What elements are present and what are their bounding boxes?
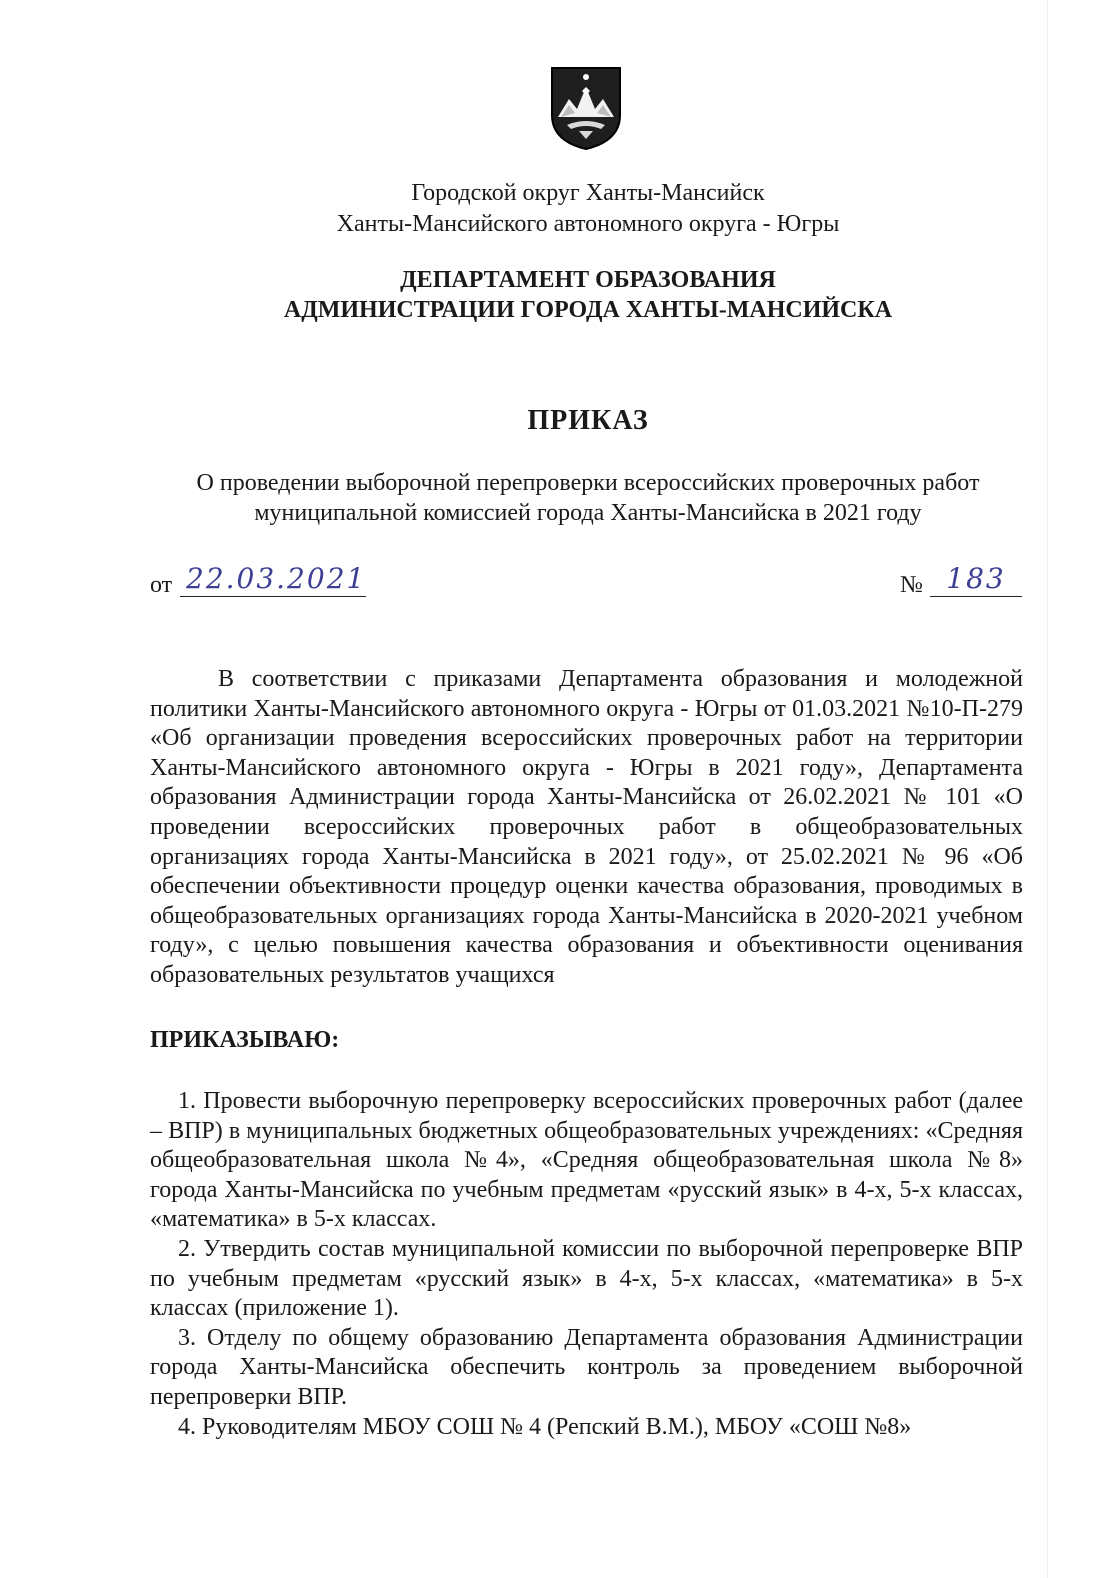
coat-of-arms-emblem-icon <box>549 65 623 151</box>
date-value-handwritten: 22.03.2021 <box>180 562 366 597</box>
municipality-line-1: Городской округ Ханты-Мансийск <box>411 180 765 206</box>
subject-line-1: О проведении выборочной перепроверки всероссийских проверочных работ <box>196 470 980 496</box>
order-item-4: 4. Руководителям МБОУ СОШ № 4 (Репский В.М.), МБОУ «СОШ №8» <box>178 1413 912 1440</box>
department-line-1: ДЕПАРТАМЕНТ ОБРАЗОВАНИЯ <box>400 267 776 293</box>
date-number-row <box>150 562 1022 602</box>
subject-line-2: муниципальной комиссией города Ханты-Мансийска в 2021 году <box>254 500 922 526</box>
order-item-3: 3. Отделу по общему образованию Департамента образования Администрации города Ханты-Мансийска обеспечить контроль за проведением выборочной перепроверки ВПР. <box>150 1324 1023 1410</box>
department-block <box>0 265 1116 325</box>
municipality-line-2: Ханты-Мансийского автономного округа - Югры <box>336 211 840 237</box>
municipality-block <box>0 178 1116 240</box>
order-items-list <box>150 1087 1023 1442</box>
number-value-handwritten: 183 <box>930 562 1022 597</box>
number-label: № <box>900 572 923 598</box>
department-line-2: АДМИНИСТРАЦИИ ГОРОДА ХАНТЫ-МАНСИЙСКА <box>283 297 893 323</box>
date-label: от <box>150 572 173 598</box>
order-word-heading: ПРИКАЗЫВАЮ: <box>150 1027 340 1053</box>
order-item-2: 2. Утвердить состав муниципальной комиссии по выборочной перепроверке ВПР по учебным предметам «русский язык» в 4-х, 5-х классах, «математика» в 5-х классах (приложение 1). <box>150 1235 1023 1322</box>
document-subject <box>0 468 1116 528</box>
order-item-1: 1. Провести выборочную перепроверку всероссийских проверочных работ (далее – ВПР) в муниципальных бюджетных общеобразовательных учреждениях: «Средняя общеобразовательная школа №4», «Средняя общеобразовательная школа №8» города Ханты-Мансийска по учебным предметам «русский язык» в 4-х, 5-х классах, «математика» в 5-х классах. <box>150 1088 1023 1233</box>
document-type-title: ПРИКАЗ <box>527 405 649 436</box>
preamble-paragraph: В соответствии с приказами Департамента образования и молодежной политики Ханты-Мансийского автономного округа - Югры от 01.03.2021 №10-П-279 «Об организации проведения всероссийских проверочных работ на территории Ханты-Мансийского автономного округа - Югры в 2021 году», Департамента образования Администрации города Ханты-Мансийска от 26.02.2021 № 101 «О проведении всероссийских проверочных работ в общеобразовательных организациях города Ханты-Мансийска в 2021 году», от 25.02.2021 № 96 «Об обеспечении объективности процедур оценки качества образования, проводимых в общеобразовательных организациях города Ханты-Мансийска в 2020-2021 учебном году», с целью повышения качества образования и объективности оценивания образовательных результатов учащихся <box>150 666 1023 988</box>
